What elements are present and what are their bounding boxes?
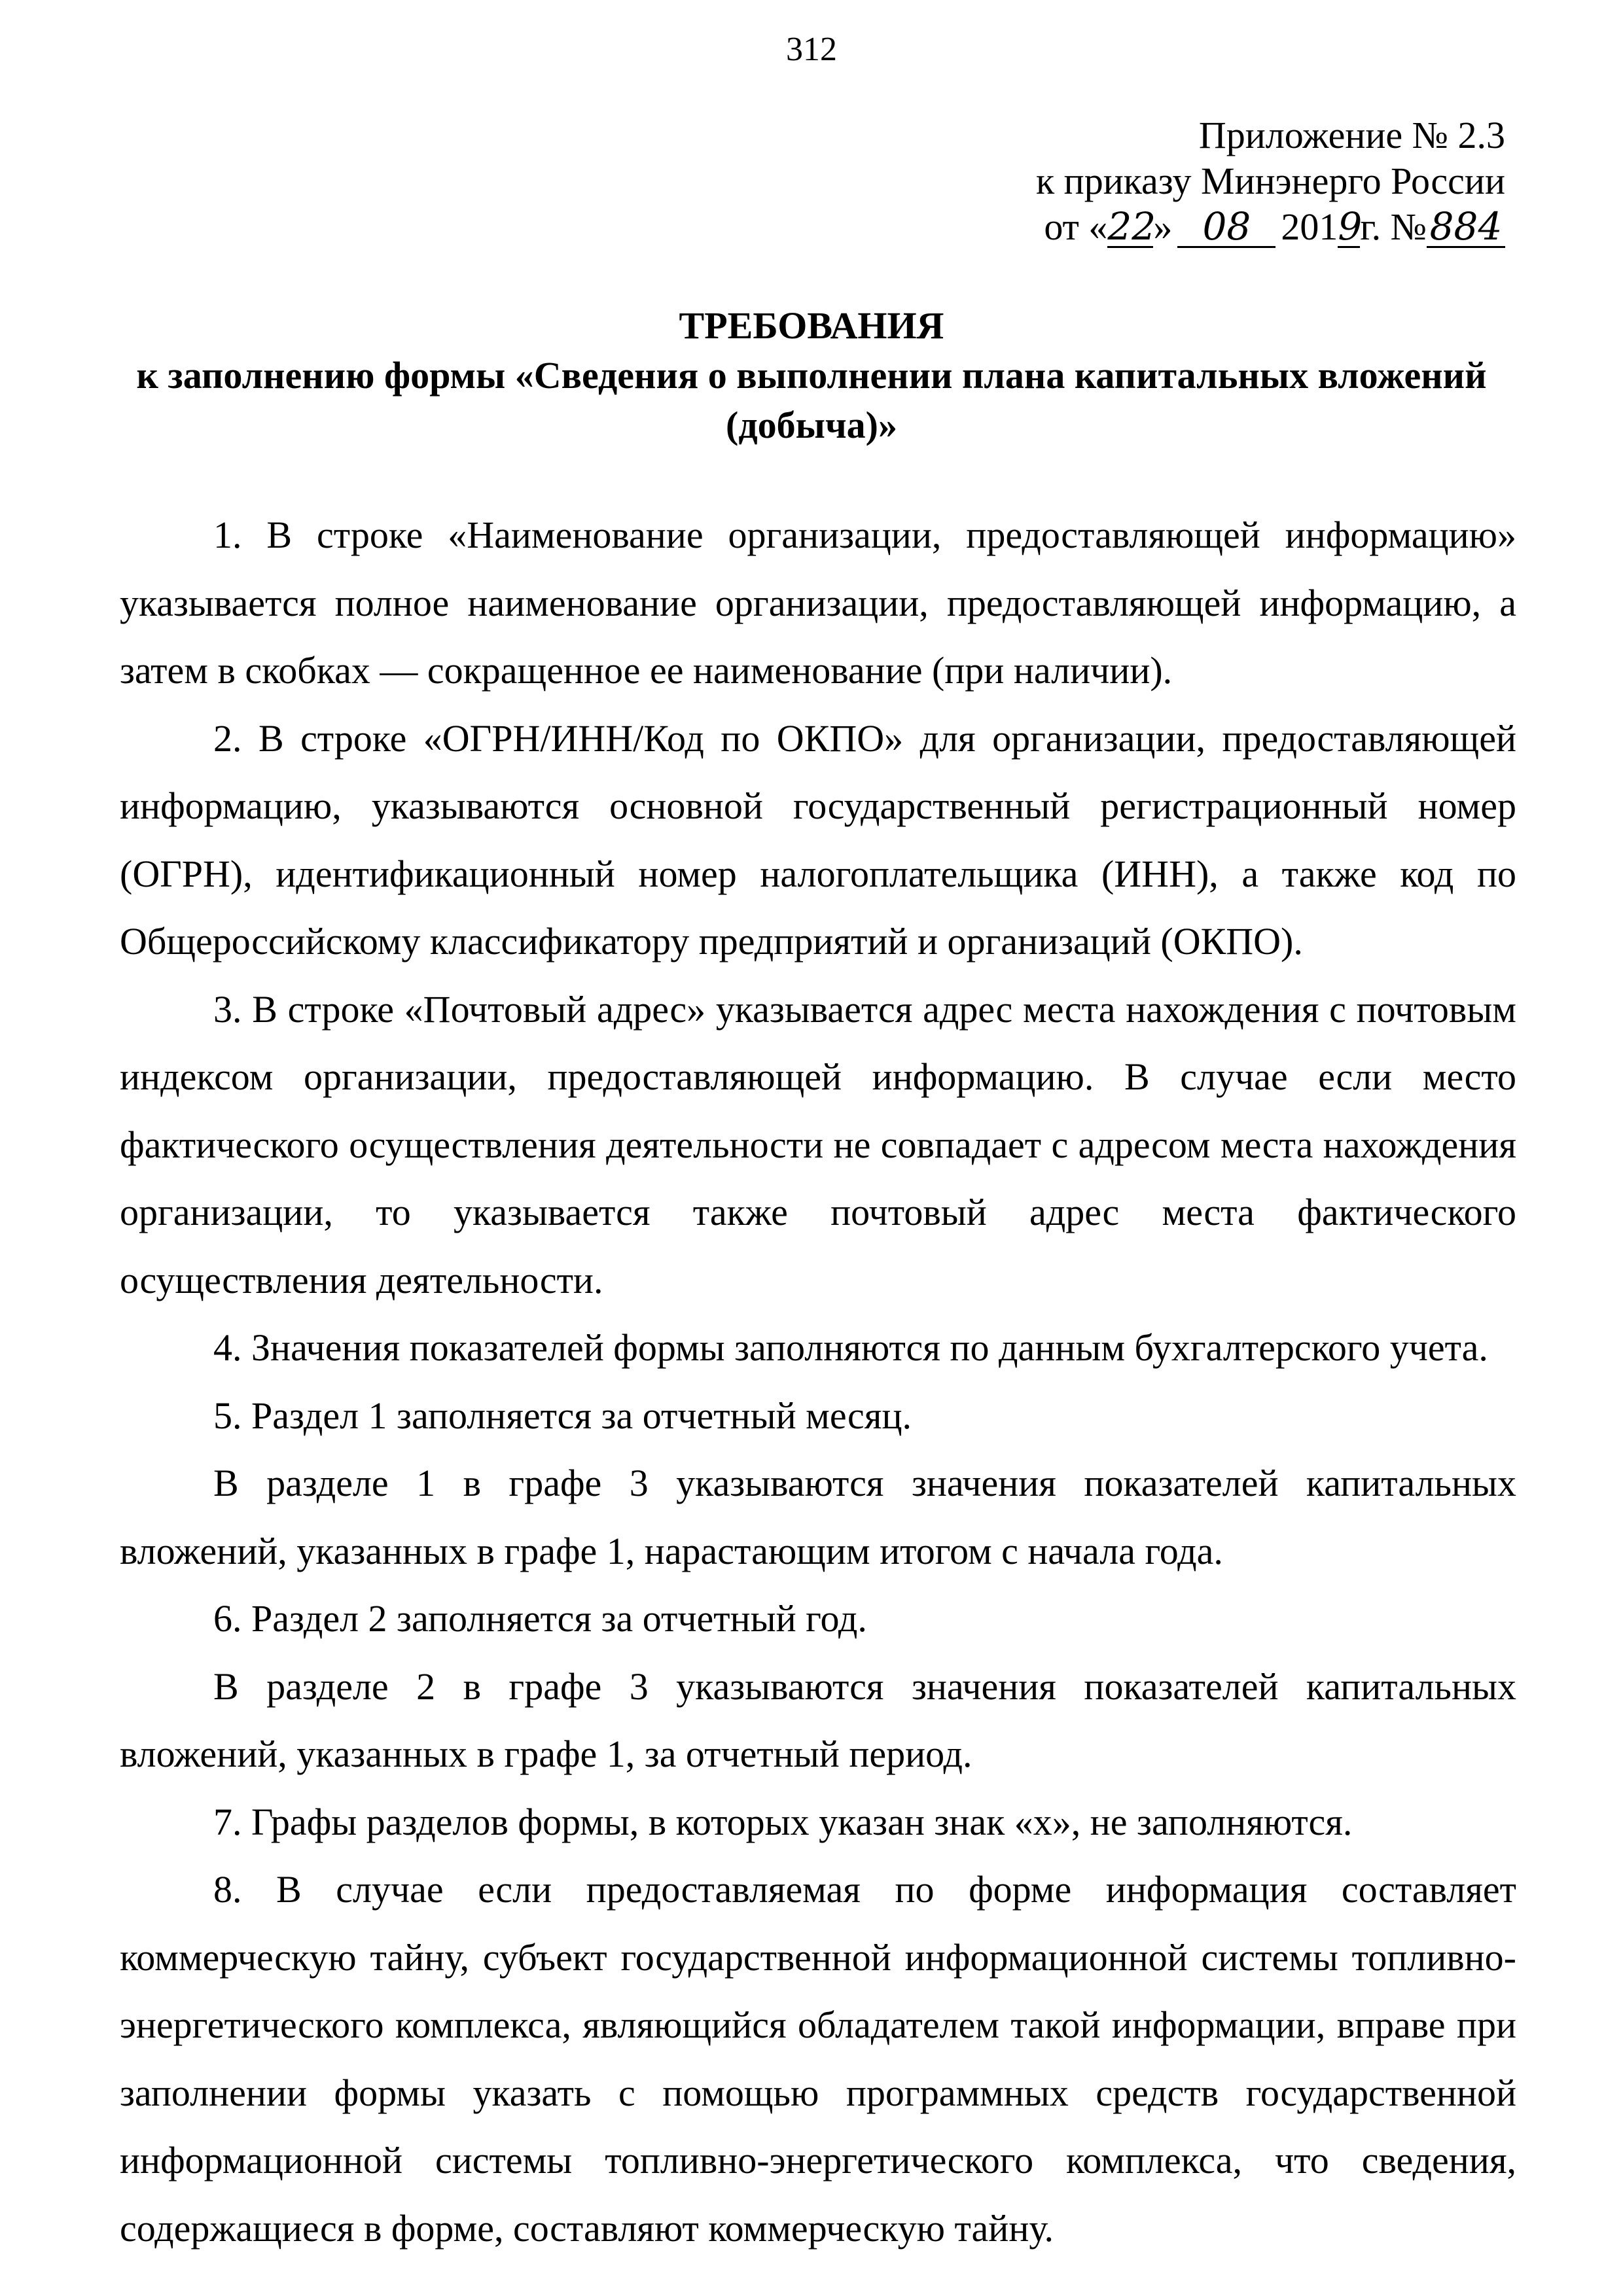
date-separator: »: [1153, 205, 1173, 248]
appendix-header: [962, 113, 1505, 250]
handwritten-month: 08: [1177, 207, 1275, 248]
document-body: [120, 501, 1516, 2262]
year-prefix: 201: [1281, 205, 1338, 248]
paragraph-7: 7. Графы разделов формы, в которых указан знак «х», не заполняются.: [213, 1800, 1353, 1843]
paragraph-4: 4. Значения показателей формы заполняются по данным бухгалтерского учета.: [213, 1326, 1488, 1369]
title-line-2: к заполнению формы «Сведения о выполнении плана капитальных вложений: [136, 354, 1487, 397]
paragraph-1: 1. В строке «Наименование организации, предоставляющей информацию» указывается полное наименование организации, предоставляющей информацию, а затем в скобках — сокращенное ее наименование (при наличии).: [120, 514, 1516, 692]
paragraph-3: 3. В строке «Почтовый адрес» указывается адрес места нахождения с почтовым индексом организации, предоставляющей информацию. В случае если место фактического осуществления деятельности не совпадает с адресом места нахождения организации, то указывается также почтовый адрес места фактического осуществления деятельности.: [120, 987, 1516, 1301]
paragraph-6-detail: В разделе 2 в графе 3 указываются значения показателей капитальных вложений, указанных в графе 1, за отчетный период.: [120, 1665, 1516, 1775]
handwritten-order-number: 884: [1427, 207, 1505, 248]
handwritten-year-digit: 9: [1338, 204, 1363, 249]
year-suffix: г. №: [1360, 205, 1427, 248]
order-date-line: [962, 204, 1505, 250]
title-line-3: (добыча)»: [726, 404, 897, 446]
paragraph-8: 8. В случае если предоставляемая по форме информация составляет коммерческую тайну, субъект государственной информационной системы топливно-энергетического комплекса, являющийся обладателем такой информации, вправе при заполнении формы указать с помощью программных средств государственной информационной системы топливно-энергетического комплекса, что сведения, содержащиеся в форме, составляют коммерческую тайну.: [120, 1868, 1516, 2250]
document-title: [98, 301, 1525, 450]
handwritten-day: 22: [1107, 204, 1156, 249]
paragraph-2: 2. В строке «ОГРН/ИНН/Код по ОКПО» для организации, предоставляющей информацию, указываются основной государственный регистрационный номер (ОГРН), идентификационный номер налогоплательщика (ИНН), а также код по Общероссийскому классификатору предприятий и организаций (ОКПО).: [120, 716, 1516, 963]
appendix-label: Приложение № 2.3: [1198, 114, 1505, 156]
paragraph-5: 5. Раздел 1 заполняется за отчетный месяц.: [213, 1394, 912, 1437]
order-reference: к приказу Минэнерго России: [1036, 160, 1505, 202]
page-number: 312: [786, 31, 837, 68]
paragraph-6: 6. Раздел 2 заполняется за отчетный год.: [213, 1597, 867, 1640]
title-line-1: ТРЕБОВАНИЯ: [679, 304, 944, 347]
date-prefix: от «: [1044, 205, 1108, 248]
paragraph-5-detail: В разделе 1 в графе 3 указываются значения показателей капитальных вложений, указанных в графе 1, нарастающим итогом с начала года.: [120, 1462, 1516, 1572]
